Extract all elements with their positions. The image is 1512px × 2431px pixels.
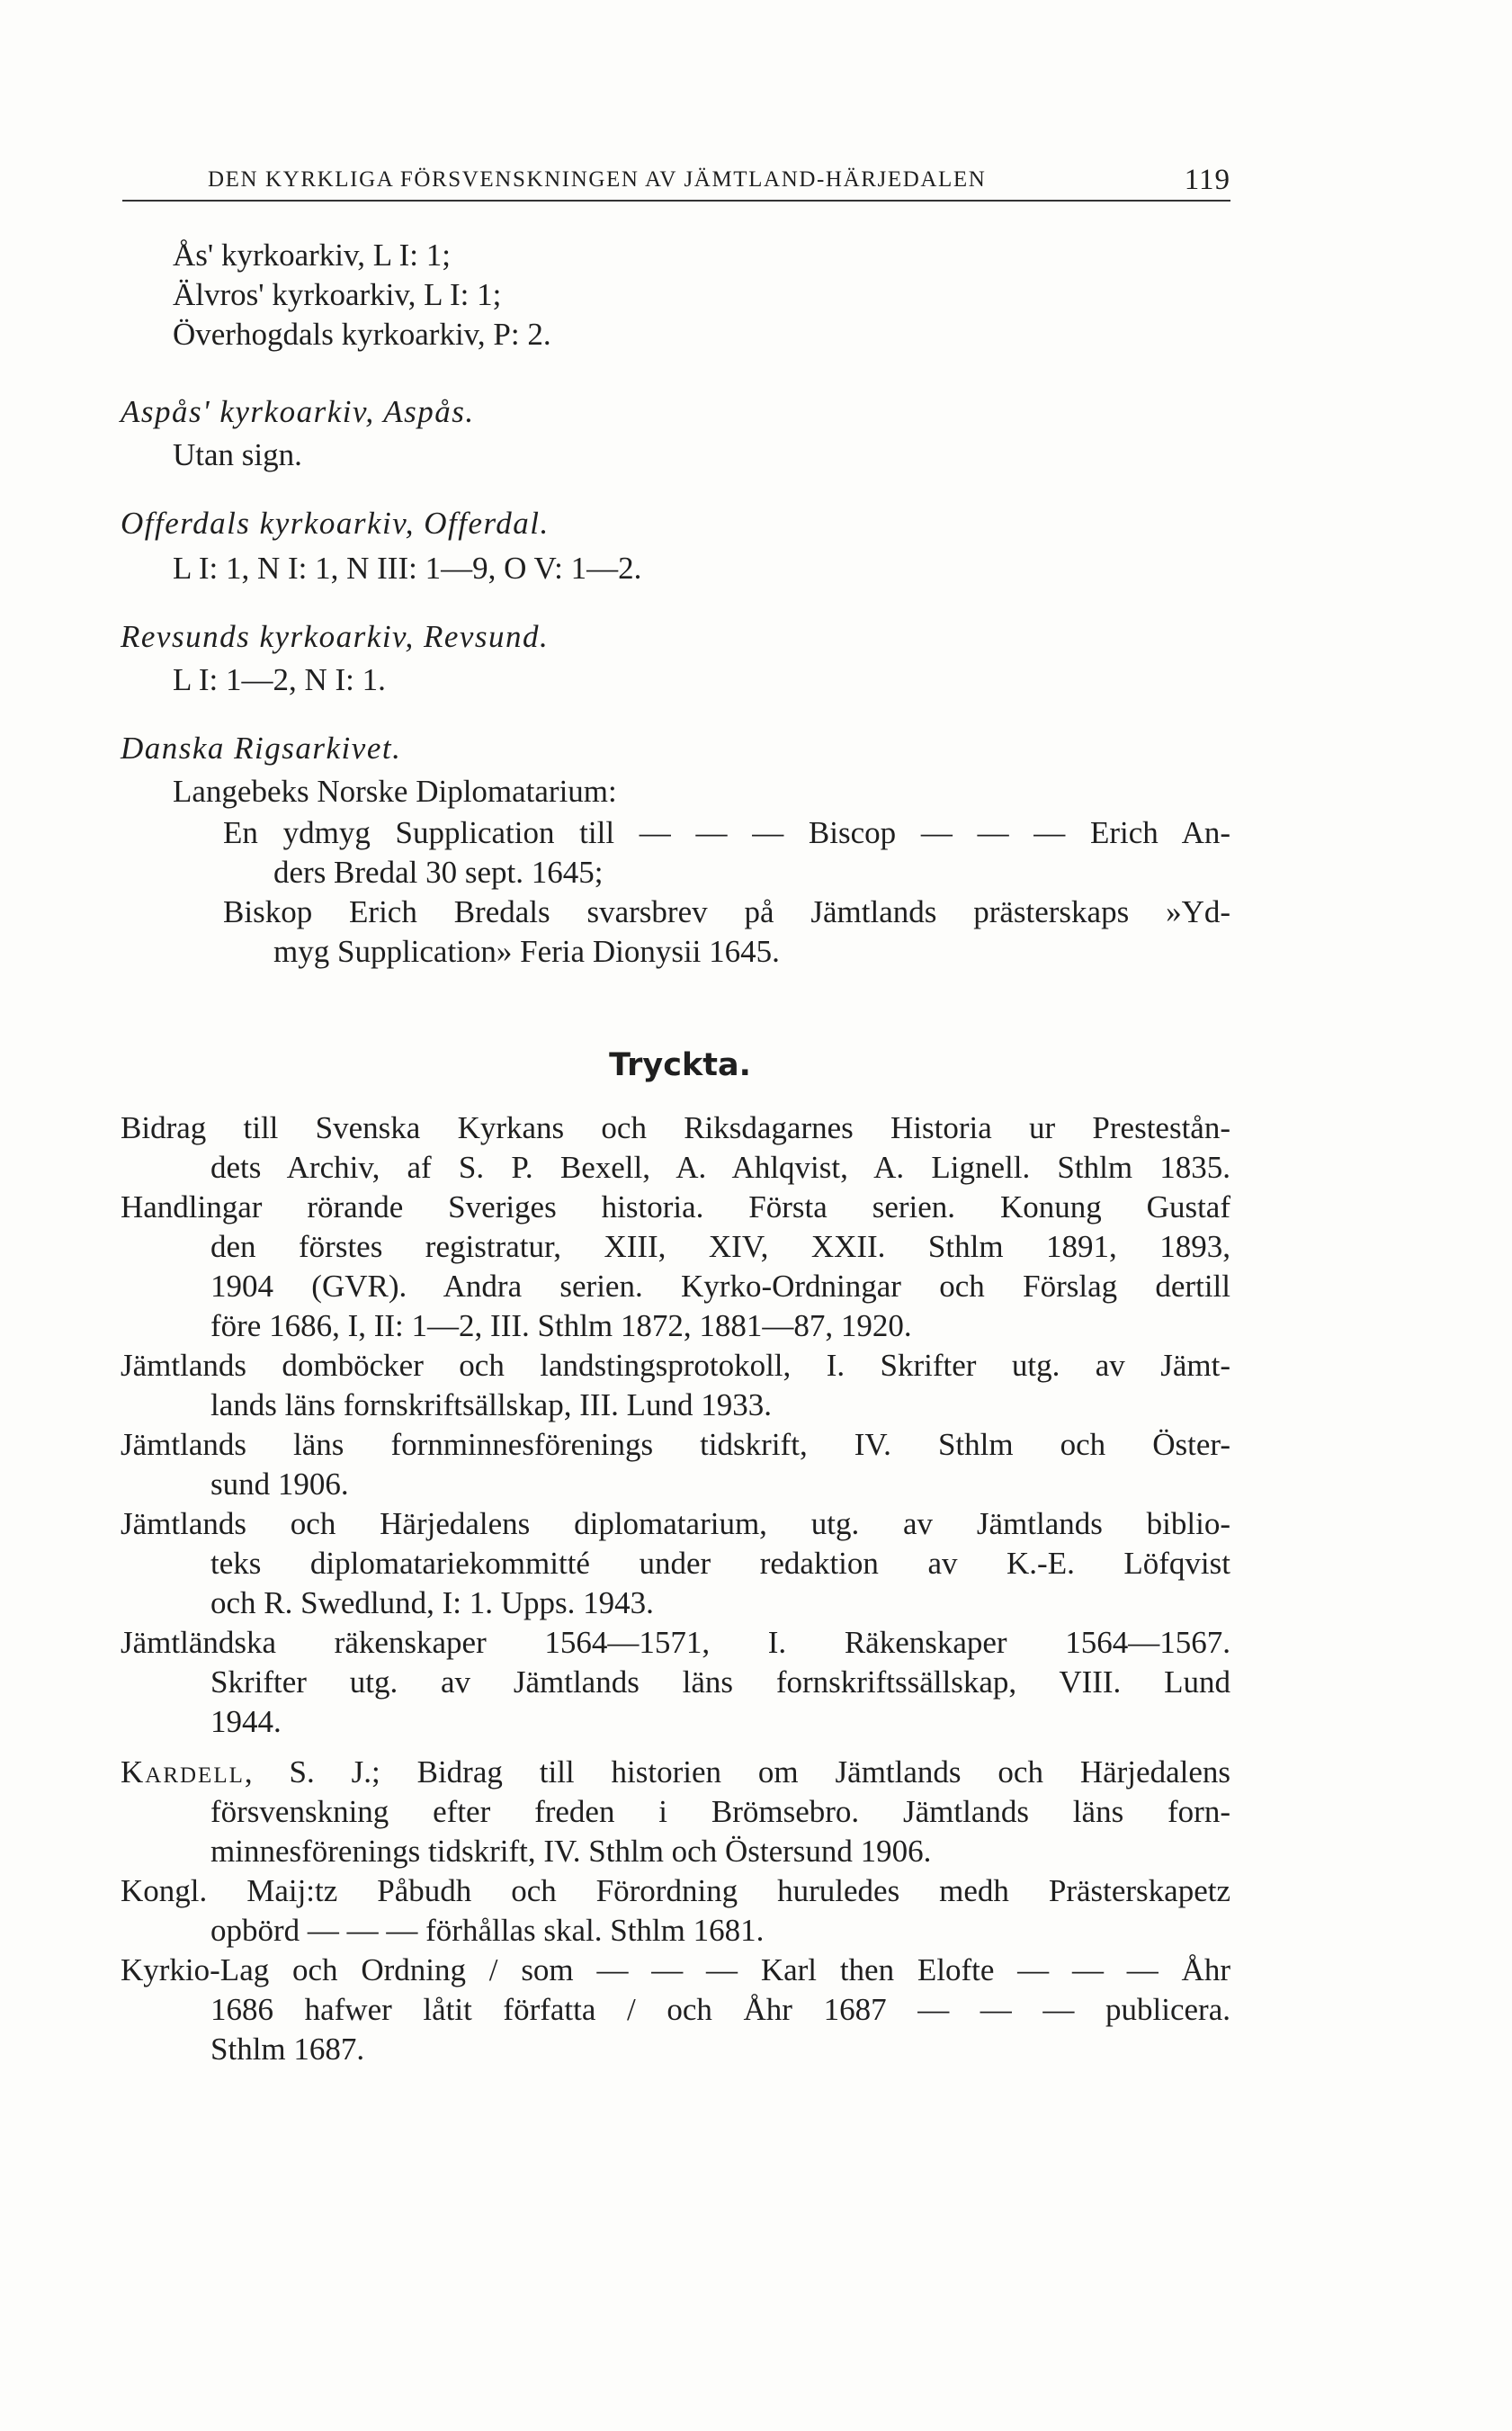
- section-heading-tryckta: Tryckta.: [609, 1047, 751, 1083]
- archive-text-revsund: L I: 1—2, N I: 1.: [173, 662, 386, 697]
- entry-kardell-line-2: försvenskning efter freden i Brömsebro. Jämtlands läns forn-: [210, 1794, 1230, 1829]
- entry-handlingar-line-3: 1904 (GVR). Andra serien. Kyrko-Ordningar och Förslag dertill: [210, 1269, 1230, 1304]
- archive-line-alvros: Älvros' kyrkoarkiv, L I: 1;: [173, 277, 502, 312]
- entry-tidskrift-line-2: sund 1906.: [210, 1467, 349, 1502]
- archive-line-as: Ås' kyrkoarkiv, L I: 1;: [173, 238, 451, 273]
- entry-dombocker-line-2: lands läns fornskriftsällskap, III. Lund 1933.: [210, 1387, 773, 1422]
- entry-dombocker-line-1: Jämtlands domböcker och landstingsprotokoll, I. Skrifter utg. av Jämt-: [121, 1348, 1230, 1383]
- entry-kardell-line-1: Kardell, S. J.; Bidrag till historien om Jämtlands och Härjedalens: [121, 1754, 1230, 1790]
- running-header: [122, 164, 1230, 202]
- entry-bidrag-line-1: Bidrag till Svenska Kyrkans och Riksdagarnes Historia ur Prestestån-: [121, 1110, 1230, 1145]
- langebek-heading: Langebeks Norske Diplomatarium:: [173, 774, 617, 809]
- danska-item-1-line-1: En ydmyg Supplication till — — — Biscop — — — Erich An-: [223, 815, 1230, 850]
- entry-rakenskaper-line-1: Jämtländska räkenskaper 1564—1571, I. Räkenskaper 1564—1567.: [121, 1625, 1230, 1660]
- entry-kongl-line-1: Kongl. Maij:tz Påbudh och Förordning huruledes medh Prästerskapetz: [121, 1873, 1230, 1908]
- entry-kongl-line-2: opbörd — — — förhållas skal. Sthlm 1681.: [210, 1913, 765, 1948]
- archive-title-aspas: Aspås' kyrkoarkiv, Aspås.: [121, 394, 475, 429]
- entry-rakenskaper-line-2: Skrifter utg. av Jämtlands läns fornskriftssällskap, VIII. Lund: [210, 1664, 1230, 1700]
- danska-item-1-line-2: ders Bredal 30 sept. 1645;: [273, 855, 604, 890]
- entry-rakenskaper-line-3: 1944.: [210, 1704, 282, 1739]
- archive-text-aspas: Utan sign.: [173, 437, 302, 472]
- entry-kardell-line-3: minnesförenings tidskrift, IV. Sthlm och Östersund 1906.: [210, 1834, 932, 1869]
- entry-tidskrift-line-1: Jämtlands läns fornminnesförenings tidskrift, IV. Sthlm och Öster-: [121, 1427, 1230, 1462]
- archive-line-overhogdal: Överhogdals kyrkoarkiv, P: 2.: [173, 317, 551, 352]
- entry-handlingar-line-2: den förstes registratur, XIII, XIV, XXII. Sthlm 1891, 1893,: [210, 1229, 1230, 1264]
- entry-kyrkiolag-line-1: Kyrkio-Lag och Ordning / som — — — Karl then Elofte — — — Åhr: [121, 1952, 1230, 1987]
- archive-title-danska: Danska Rigsarkivet.: [121, 731, 402, 766]
- entry-handlingar-line-4: före 1686, I, II: 1—2, III. Sthlm 1872, 1881—87, 1920.: [210, 1308, 912, 1343]
- archive-text-offerdal: L I: 1, N I: 1, N III: 1—9, O V: 1—2.: [173, 551, 642, 586]
- running-title: DEN KYRKLIGA FÖRSVENSKNINGEN AV JÄMTLAND-HÄRJEDALEN: [208, 167, 987, 192]
- entry-kyrkiolag-line-3: Sthlm 1687.: [210, 2032, 365, 2067]
- entry-kyrkiolag-line-2: 1686 hafwer låtit författa / och Åhr 1687 — — — publicera.: [210, 1992, 1230, 2027]
- entry-handlingar-line-1: Handlingar rörande Sveriges historia. Första serien. Konung Gustaf: [121, 1189, 1230, 1224]
- danska-item-2-line-1: Biskop Erich Bredals svarsbrev på Jämtlands prästerskaps »Yd-: [223, 894, 1230, 929]
- page-number: 119: [1184, 164, 1230, 196]
- entry-diplomatarium-line-3: och R. Swedlund, I: 1. Upps. 1943.: [210, 1585, 654, 1620]
- entry-bidrag-line-2: dets Archiv, af S. P. Bexell, A. Ahlqvist, A. Lignell. Sthlm 1835.: [210, 1150, 1230, 1185]
- danska-item-2-line-2: myg Supplication» Feria Dionysii 1645.: [273, 934, 780, 969]
- archive-title-revsund: Revsunds kyrkoarkiv, Revsund.: [121, 619, 550, 654]
- entry-diplomatarium-line-2: teks diplomatariekommitté under redaktion av K.-E. Löfqvist: [210, 1546, 1230, 1581]
- entry-diplomatarium-line-1: Jämtlands och Härjedalens diplomatarium, utg. av Jämtlands biblio-: [121, 1506, 1230, 1541]
- archive-title-offerdal: Offerdals kyrkoarkiv, Offerdal.: [121, 506, 550, 541]
- author-surname: Kardell: [121, 1754, 245, 1790]
